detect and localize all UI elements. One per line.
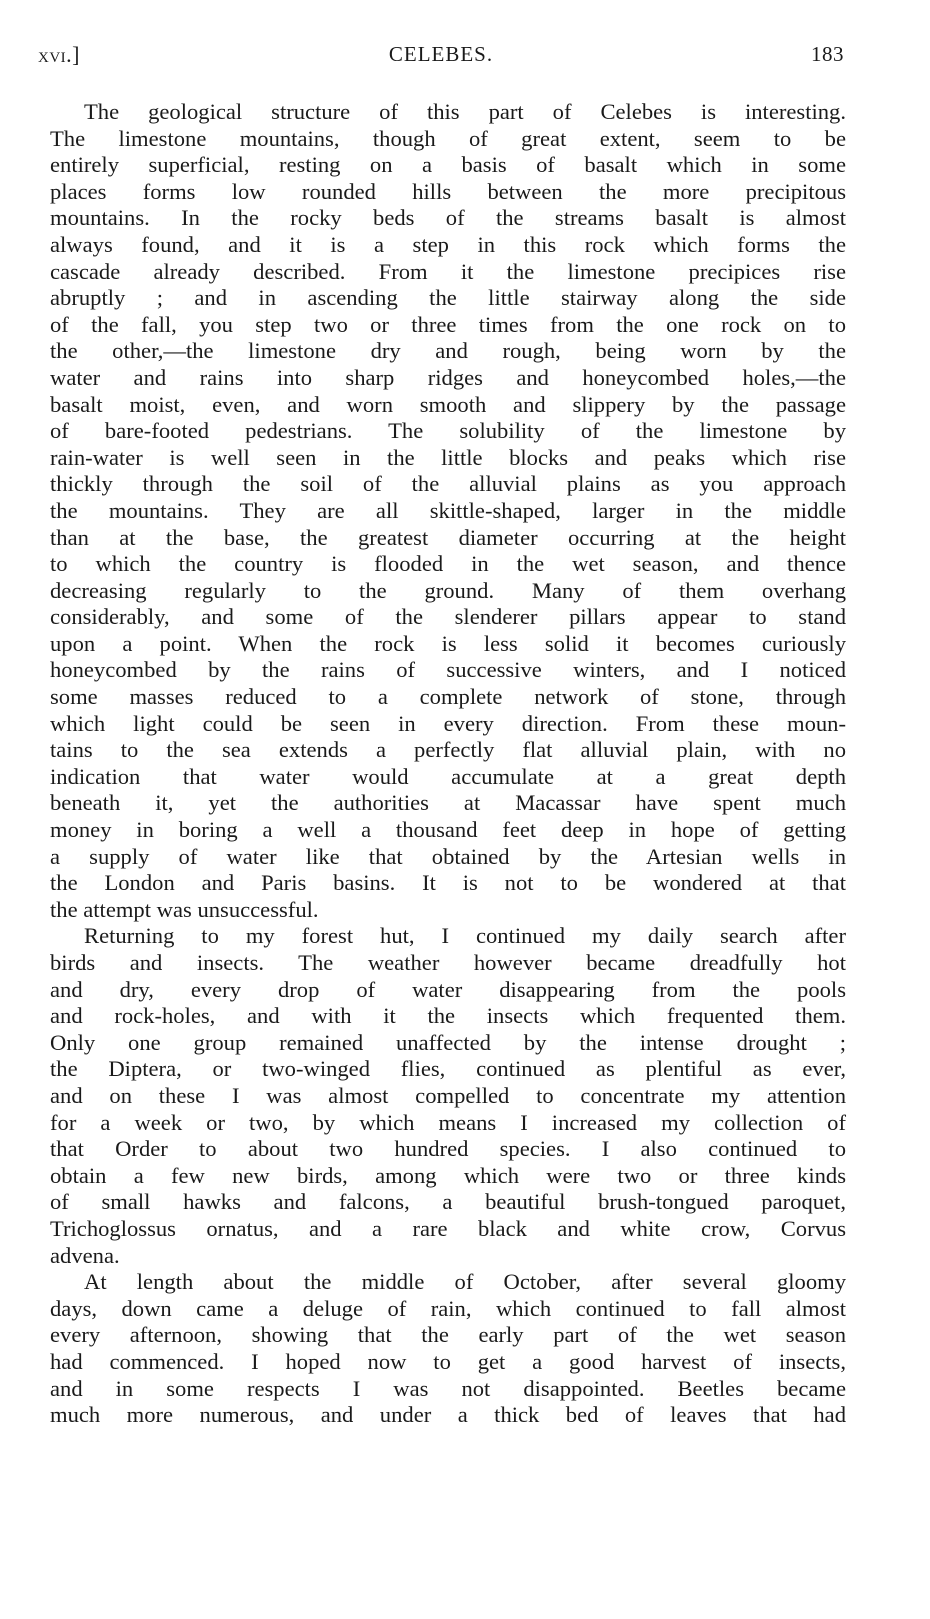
text-line: and on these I was almost compelled to concentrate my attention [50,1082,846,1108]
text-line: obtain a few new birds, among which were two or three kinds [50,1162,846,1188]
chapter-number: xvi.] [38,42,80,67]
text-line: the other,—the limestone dry and rough, being worn by the [50,338,846,364]
text-line: had commenced. I hoped now to get a good harvest of insects, [50,1348,846,1374]
text-line: considerably, and some of the slenderer pillars appear to stand [50,604,846,630]
text-line: basalt moist, even, and worn smooth and slippery by the passage [50,391,846,417]
paragraph [50,99,846,923]
running-title: CELEBES. [388,42,494,66]
text-line: tains to the sea extends a perfectly flat alluvial plain, with no [50,737,846,763]
text-line: than at the base, the greatest diameter occurring at the height [50,524,846,550]
text-line: some masses reduced to a complete network of stone, through [50,684,846,710]
text-line: always found, and it is a step in this rock which forms the [50,231,846,257]
text-line: of bare-footed pedestrians. The solubility of the limestone by [50,418,846,444]
text-line: places forms low rounded hills between the more precipitous [50,178,846,204]
text-line: advena. [50,1242,120,1268]
text-line: abruptly ; and in ascending the little stairway along the side [50,285,846,311]
text-line: thickly through the soil of the alluvial plains as you approach [50,471,846,497]
text-line: of the fall, you step two or three times from the one rock on to [50,311,846,337]
text-line: Returning to my forest hut, I continued my daily search after [84,923,846,949]
text-line: cascade already described. From it the limestone precipices rise [50,258,846,284]
text-line: upon a point. When the rock is less solid it becomes curiously [50,630,846,656]
text-line: for a week or two, by which means I increased my collection of [50,1109,846,1135]
text-line: birds and insects. The weather however became dreadfully hot [50,950,846,975]
text-line: and in some respects I was not disappointed. Beetles became [50,1375,846,1401]
text-line: indication that water would accumulate at a great depth [50,763,846,789]
running-head [38,42,844,72]
text-line: water and rains into sharp ridges and honeycombed holes,—the [50,364,846,390]
text-line: of small hawks and falcons, a beautiful brush-tongued paroquet, [50,1189,846,1215]
paragraph [50,923,846,1269]
text-line: mountains. In the rocky beds of the streams basalt is almost [50,205,846,231]
text-line: the London and Paris basins. It is not to be wondered at that [50,870,846,896]
text-line: a supply of water like that obtained by the Artesian wells in [50,843,846,869]
text-line: to which the country is flooded in the wet season, and thence [50,551,846,577]
text-line: the mountains. They are all skittle-shaped, larger in the middle [50,497,846,523]
page-number: 183 [811,42,844,66]
body-text [50,99,846,1429]
text-line: money in boring a well a thousand feet deep in hope of getting [50,817,846,843]
text-line: Only one group remained unaffected by the intense drought ; [50,1029,846,1055]
text-line: and rock-holes, and with it the insects which frequented them. [50,1003,846,1029]
text-line: beneath it, yet the authorities at Macassar have spent much [50,790,846,816]
text-line: The limestone mountains, though of great extent, seem to be [50,125,846,151]
text-line: which light could be seen in every direction. From these moun- [50,710,846,736]
text-line: rain-water is well seen in the little blocks and peaks which rise [50,444,846,470]
text-line: every afternoon, showing that the early part of the wet season [50,1322,846,1348]
text-line: Trichoglossus ornatus, and a rare black and white crow, Corvus [50,1215,846,1241]
text-line: days, down came a deluge of rain, which continued to fall almost [50,1295,846,1321]
text-line: the attempt was unsuccessful. [50,896,319,922]
text-line: and dry, every drop of water disappearing from the pools [50,976,846,1002]
text-line: At length about the middle of October, after several gloomy [84,1269,846,1295]
text-line: The geological structure of this part of Celebes is interesting. [84,99,846,124]
text-line: that Order to about two hundred species. I also continued to [50,1136,846,1162]
text-line: decreasing regularly to the ground. Many of them overhang [50,577,846,603]
paragraph [50,1269,846,1429]
text-line: entirely superficial, resting on a basis of basalt which in some [50,152,846,178]
text-line: honeycombed by the rains of successive winters, and I noticed [50,657,846,683]
text-line: the Diptera, or two-winged flies, continued as plentiful as ever, [50,1056,846,1082]
text-line: much more numerous, and under a thick bed of leaves that had [50,1402,846,1428]
